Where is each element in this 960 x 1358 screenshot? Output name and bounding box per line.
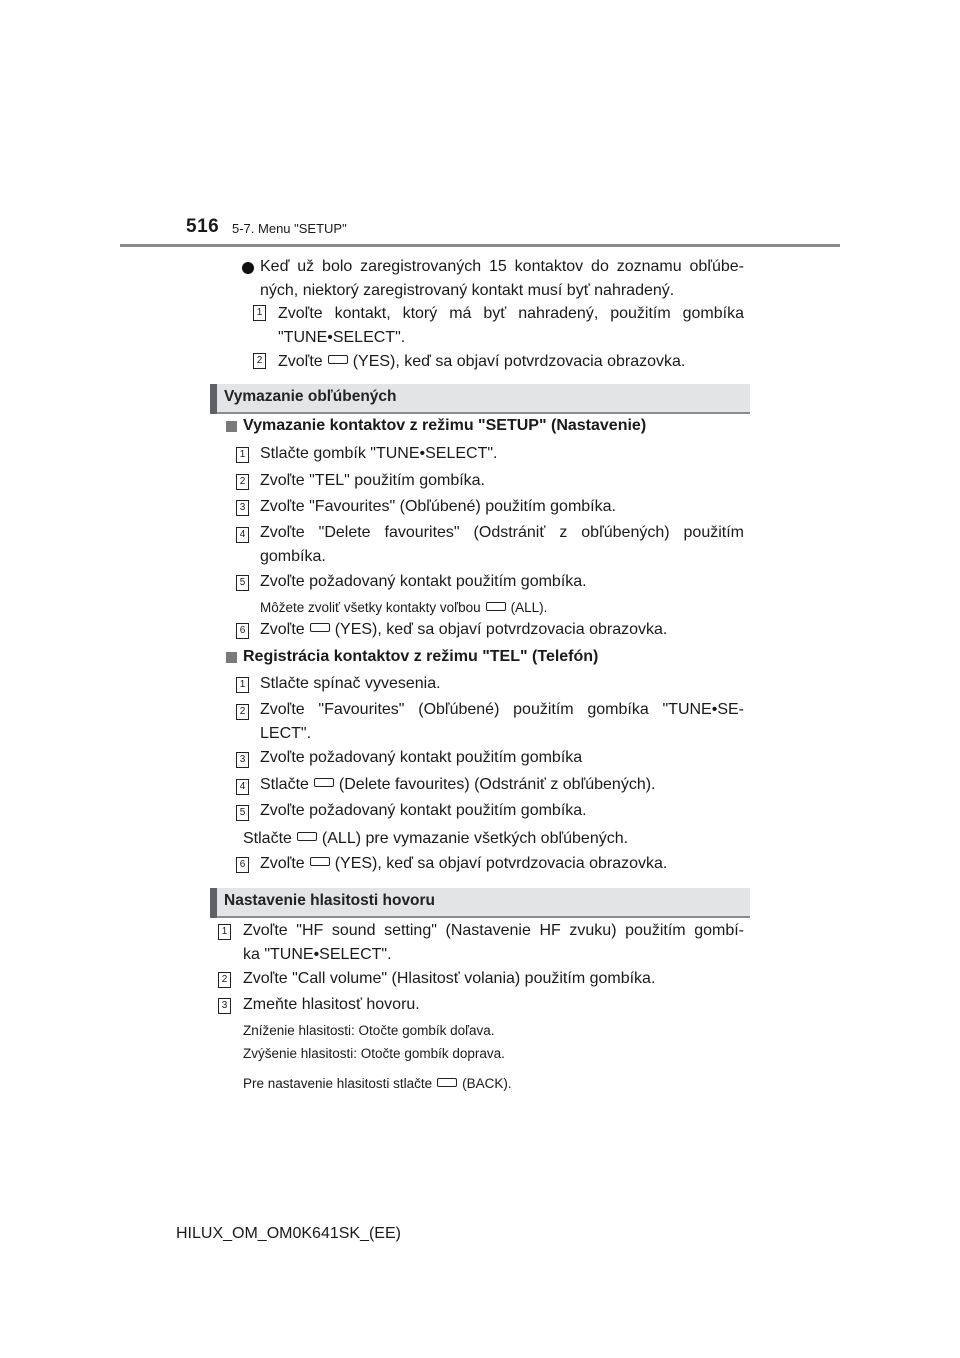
step-text: Stlačte gombík "TUNE•SELECT". (260, 445, 498, 462)
step-text-post: (YES), keď sa objaví potvrdzovacia obrazovka. (334, 855, 668, 872)
square-bullet-icon (226, 421, 237, 432)
intro-text-line1: Keď už bolo zaregistrovaných 15 kontaktov do zoznamu obľúbe- (260, 258, 744, 275)
document-code-footer: HILUX_OM_OM0K641SK_(EE) (176, 1225, 401, 1242)
screen-button-icon (486, 602, 506, 611)
intro-step1-line1: Zvoľte kontakt, ktorý má byť nahradený, použitím gombíka (278, 305, 744, 322)
note-text-pre: Pre nastavenie hlasitosti stlačte (243, 1076, 433, 1091)
screen-button-icon (314, 778, 334, 787)
step-number-badge: 3 (236, 500, 249, 516)
step-text-pre: Stlačte (260, 776, 309, 793)
screen-button-icon (437, 1078, 457, 1087)
step-text-post: (YES), keď sa objaví potvrdzovacia obrazovka. (334, 621, 668, 638)
step-number-badge: 5 (236, 575, 249, 591)
note-text-post: (ALL). (510, 600, 548, 615)
step-number-badge: 3 (218, 998, 231, 1014)
step-text: Zvoľte "Favourites" (Obľúbené) použitím gombíka. (260, 498, 616, 515)
note-text (260, 598, 547, 618)
step-number-badge: 1 (218, 924, 231, 940)
step-text-line1: Zvoľte "Favourites" (Obľúbené) použitím gombíka "TUNE•SE- (260, 701, 744, 718)
step-text (260, 773, 656, 797)
step-text-line2: LECT". (260, 725, 312, 742)
step-number-badge: 2 (253, 353, 266, 369)
step-text-line1: Zvoľte "Delete favourites" (Odstrániť z obľúbených) použitím (260, 524, 744, 541)
step-number-badge: 2 (218, 972, 231, 988)
step-text: Zvoľte "Call volume" (Hlasitosť volania) použitím gombíka. (243, 970, 656, 987)
note-text-post: (BACK). (462, 1076, 512, 1091)
step-text-line2: ka "TUNE•SELECT". (243, 946, 392, 963)
step-text: Zmeňte hlasitosť hovoru. (243, 996, 420, 1013)
section-title-text: Nastavenie hlasitosti hovoru (224, 892, 436, 909)
section-accent (210, 384, 217, 414)
note-text-pre: Stlačte (243, 830, 292, 847)
step-text (260, 852, 667, 876)
section-header-delete-favourites (210, 384, 750, 414)
note-text: Zvýšenie hlasitosti: Otočte gombík doprava. (243, 1046, 505, 1061)
page-number: 516 (186, 216, 220, 237)
step-text-pre: Zvoľte (260, 621, 305, 638)
note-text (243, 827, 628, 851)
step-number-badge: 1 (236, 677, 249, 693)
screen-button-icon (328, 355, 348, 364)
intro-text-line2: ných, niektorý zaregistrovaný kontakt musí byť nahradený. (260, 282, 675, 299)
note-text-pre: Môžete zvoliť všetky kontakty voľbou (260, 600, 481, 615)
step-number-badge: 6 (236, 857, 249, 873)
step-text-post: (Delete favourites) (Odstrániť z obľúbených). (338, 776, 656, 793)
step-number-badge: 2 (236, 474, 249, 490)
step-text (260, 618, 667, 642)
screen-button-icon (310, 857, 330, 866)
step-number-badge: 1 (236, 447, 249, 463)
intro-step1-line2: "TUNE•SELECT". (278, 329, 406, 346)
subsection-heading: Vymazanie kontaktov z režimu "SETUP" (Nastavenie) (243, 417, 647, 434)
header-rule (120, 244, 840, 247)
section-accent (210, 888, 217, 918)
step-text-post: (YES), keď sa objaví potvrdzovacia obrazovka. (352, 353, 686, 370)
note-text-post: (ALL) pre vymazanie všetkých obľúbených. (321, 830, 629, 847)
step-text-line2: gombíka. (260, 548, 326, 565)
step-text: Zvoľte "TEL" použitím gombíka. (260, 472, 485, 489)
screen-button-icon (310, 623, 330, 632)
step-text-pre: Zvoľte (278, 353, 323, 370)
note-text: Zníženie hlasitosti: Otočte gombík doľava. (243, 1023, 495, 1038)
step-text: Zvoľte požadovaný kontakt použitím gombíka (260, 749, 583, 766)
step-number-badge: 3 (236, 752, 249, 768)
subsection-heading: Registrácia kontaktov z režimu "TEL" (Telefón) (243, 648, 599, 665)
step-number-badge: 1 (253, 305, 266, 321)
section-header-call-volume (210, 888, 750, 918)
bullet-dot-icon (242, 262, 254, 274)
step-text-pre: Zvoľte (260, 855, 305, 872)
screen-button-icon (297, 832, 317, 841)
step-text: Stlačte spínač vyvesenia. (260, 675, 441, 692)
step-text-line1: Zvoľte "HF sound setting" (Nastavenie HF zvuku) použitím gombí- (243, 922, 744, 939)
step-number-badge: 4 (236, 527, 249, 543)
step-text: Zvoľte požadovaný kontakt použitím gombíka. (260, 573, 587, 590)
square-bullet-icon (226, 652, 237, 663)
step-number-badge: 5 (236, 805, 249, 821)
step-number-badge: 2 (236, 704, 249, 720)
intro-step2-text (278, 350, 685, 374)
step-number-badge: 4 (236, 779, 249, 795)
section-title: 5-7. Menu "SETUP" (232, 221, 347, 236)
step-text: Zvoľte požadovaný kontakt použitím gombíka. (260, 802, 587, 819)
step-number-badge: 6 (236, 623, 249, 639)
section-title-text: Vymazanie obľúbených (224, 388, 397, 405)
note-text (243, 1074, 512, 1094)
